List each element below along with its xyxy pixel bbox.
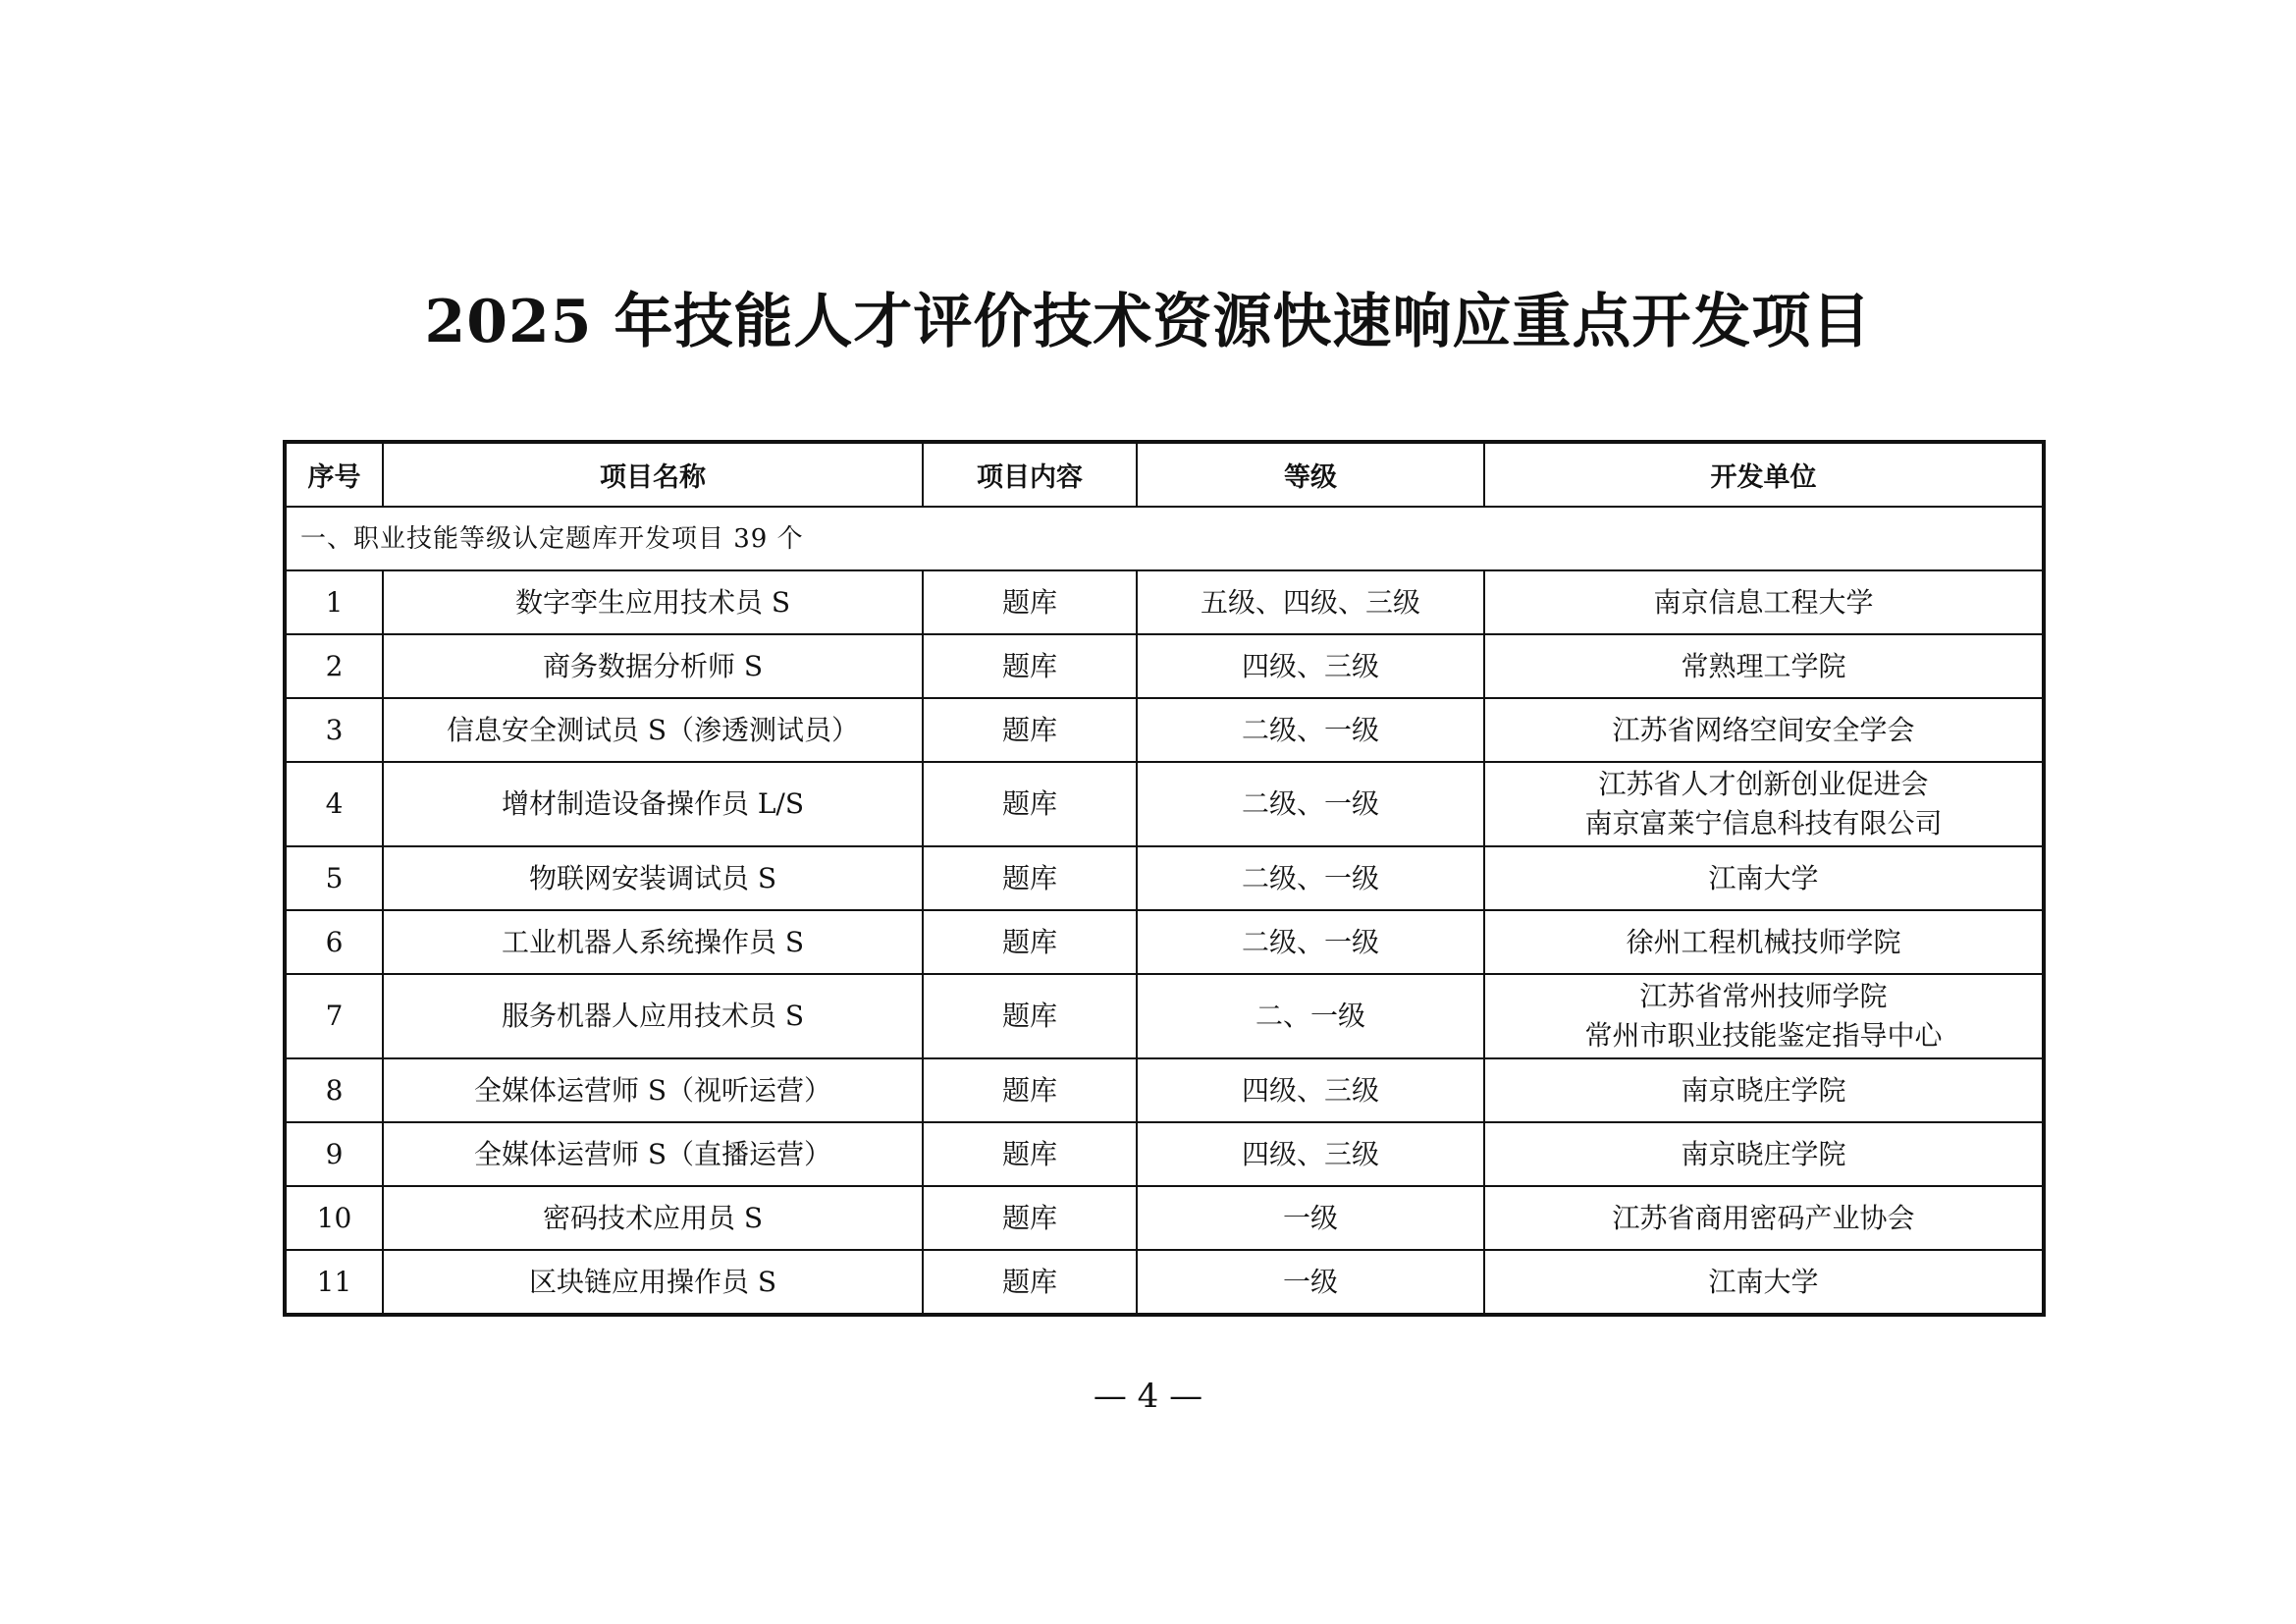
cell-project-content: 题库 [923,974,1137,1058]
cell-project-name: 增材制造设备操作员 L/S [383,762,923,846]
cell-developer-unit [1484,762,2044,846]
cell-developer-unit [1484,570,2044,634]
cell-project-content: 题库 [923,1186,1137,1250]
header-project-content: 项目内容 [923,442,1137,507]
cell-serial-number: 11 [285,1250,383,1315]
cell-project-content: 题库 [923,634,1137,698]
cell-developer-unit [1484,910,2044,974]
table-row [285,1122,2044,1186]
cell-project-content: 题库 [923,698,1137,762]
cell-level: 二级、一级 [1137,698,1484,762]
developer-unit-line: 常熟理工学院 [1681,649,1846,682]
table-row [285,910,2044,974]
developer-unit-line: 南京晓庄学院 [1681,1137,1846,1170]
cell-project-name: 数字孪生应用技术员 S [383,570,923,634]
developer-unit-line: 常州市职业技能鉴定指导中心 [1584,1019,1943,1052]
cell-project-content: 题库 [923,570,1137,634]
table-row [285,634,2044,698]
developer-unit-line: 江苏省商用密码产业协会 [1612,1201,1915,1234]
header-developer-unit: 开发单位 [1484,442,2044,507]
developer-unit-line: 江苏省人才创新创业促进会 [1598,768,1929,800]
table-row [285,762,2044,846]
cell-serial-number: 10 [285,1186,383,1250]
cell-project-name: 密码技术应用员 S [383,1186,923,1250]
cell-project-name: 信息安全测试员 S（渗透测试员） [383,698,923,762]
developer-unit-line: 徐州工程机械技师学院 [1626,925,1901,958]
page-number: — 4 — [1093,1377,1203,1416]
cell-serial-number: 5 [285,846,383,910]
cell-project-name: 全媒体运营师 S（直播运营） [383,1122,923,1186]
table-row [285,570,2044,634]
cell-developer-unit [1484,846,2044,910]
cell-developer-unit [1484,1186,2044,1250]
cell-developer-unit [1484,1122,2044,1186]
cell-developer-unit [1484,698,2044,762]
cell-project-name: 全媒体运营师 S（视听运营） [383,1058,923,1122]
cell-developer-unit [1484,1250,2044,1315]
cell-serial-number: 9 [285,1122,383,1186]
cell-project-content: 题库 [923,910,1137,974]
project-table [283,440,2046,1317]
cell-level: 四级、三级 [1137,1058,1484,1122]
section-row [285,507,2044,570]
cell-level: 二级、一级 [1137,762,1484,846]
cell-serial-number: 1 [285,570,383,634]
cell-project-name: 工业机器人系统操作员 S [383,910,923,974]
cell-serial-number: 8 [285,1058,383,1122]
table-row [285,974,2044,1058]
developer-unit-line: 江南大学 [1708,1265,1819,1298]
header-serial-number: 序号 [285,442,383,507]
cell-project-name: 物联网安装调试员 S [383,846,923,910]
cell-serial-number: 4 [285,762,383,846]
table-row [285,698,2044,762]
cell-level: 二、一级 [1137,974,1484,1058]
cell-level: 一级 [1137,1186,1484,1250]
cell-level: 二级、一级 [1137,846,1484,910]
cell-level: 二级、一级 [1137,910,1484,974]
developer-unit-line: 江南大学 [1708,861,1819,894]
document-title: 2025 年技能人才评价技术资源快速响应重点开发项目 [424,288,1872,356]
cell-project-content: 题库 [923,762,1137,846]
developer-unit-line: 江苏省网络空间安全学会 [1612,713,1915,746]
developer-unit-line: 南京晓庄学院 [1681,1073,1846,1107]
cell-level: 五级、四级、三级 [1137,570,1484,634]
table-row [285,1058,2044,1122]
cell-project-content: 题库 [923,846,1137,910]
cell-project-name: 服务机器人应用技术员 S [383,974,923,1058]
table-row [285,1186,2044,1250]
table-row [285,846,2044,910]
header-project-name: 项目名称 [383,442,923,507]
cell-serial-number: 6 [285,910,383,974]
table-header-row [285,442,2044,507]
cell-developer-unit [1484,634,2044,698]
cell-project-content: 题库 [923,1250,1137,1315]
developer-unit-line: 南京信息工程大学 [1653,585,1874,619]
cell-serial-number: 2 [285,634,383,698]
cell-level: 四级、三级 [1137,1122,1484,1186]
cell-serial-number: 7 [285,974,383,1058]
cell-project-content: 题库 [923,1058,1137,1122]
cell-developer-unit [1484,1058,2044,1122]
cell-project-content: 题库 [923,1122,1137,1186]
developer-unit-line: 南京富莱宁信息科技有限公司 [1584,807,1943,839]
cell-level: 四级、三级 [1137,634,1484,698]
header-level: 等级 [1137,442,1484,507]
cell-project-name: 商务数据分析师 S [383,634,923,698]
cell-level: 一级 [1137,1250,1484,1315]
cell-developer-unit [1484,974,2044,1058]
table-row [285,1250,2044,1315]
cell-serial-number: 3 [285,698,383,762]
cell-project-name: 区块链应用操作员 S [383,1250,923,1315]
section-heading: 一、职业技能等级认定题库开发项目 39 个 [285,507,2044,570]
developer-unit-line: 江苏省常州技师学院 [1639,980,1888,1012]
